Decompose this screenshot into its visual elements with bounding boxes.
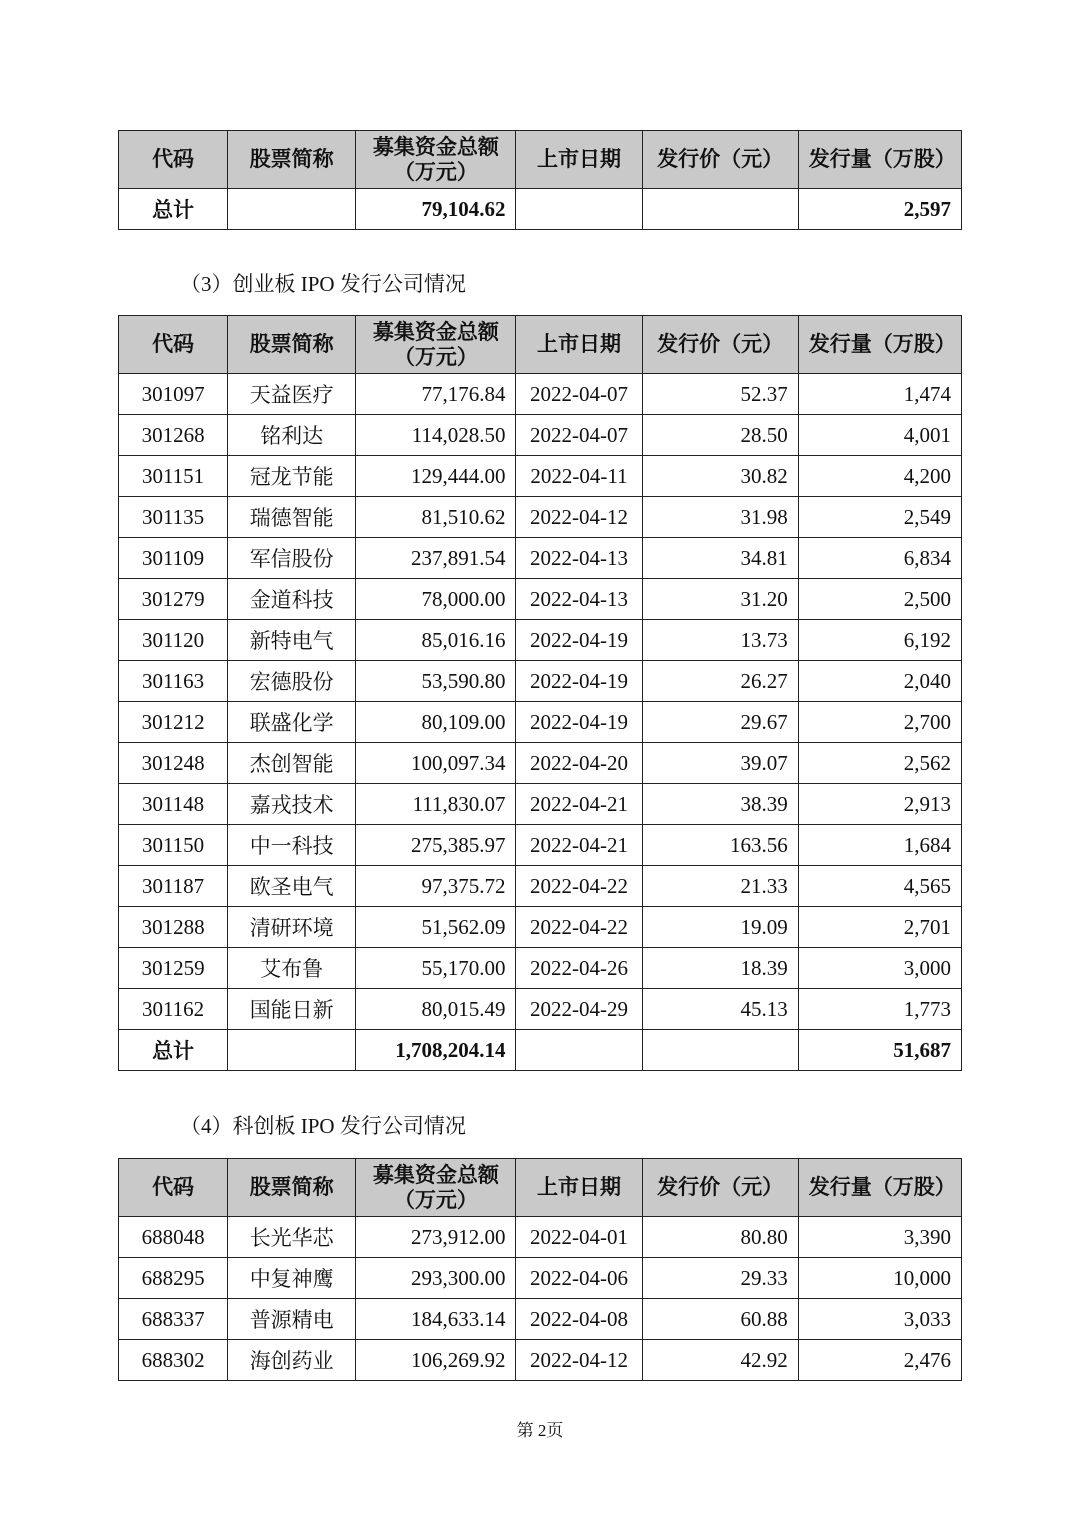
cell-name: 海创药业 xyxy=(228,1340,356,1381)
cell-code: 301279 xyxy=(119,579,228,620)
section-4-title: （4）科创板 IPO 发行公司情况 xyxy=(180,1114,466,1138)
total-label: 总计 xyxy=(119,1030,228,1071)
cell-price: 29.67 xyxy=(642,702,798,743)
cell-price: 18.39 xyxy=(642,948,798,989)
header-volume: 发行量（万股） xyxy=(798,1159,961,1217)
table-row xyxy=(119,620,962,661)
table-row xyxy=(119,415,962,456)
table-row xyxy=(119,374,962,415)
table-row xyxy=(119,989,962,1030)
cell-empty xyxy=(228,1030,356,1071)
cell-volume: 2,476 xyxy=(798,1340,961,1381)
table-row xyxy=(119,743,962,784)
cell-amount: 237,891.54 xyxy=(356,538,516,579)
cell-date: 2022-04-21 xyxy=(516,784,642,825)
header-row xyxy=(119,1159,962,1217)
cell-amount: 111,830.07 xyxy=(356,784,516,825)
table-row xyxy=(119,661,962,702)
table-row xyxy=(119,1340,962,1381)
cell-volume: 10,000 xyxy=(798,1258,961,1299)
cell-date: 2022-04-26 xyxy=(516,948,642,989)
cell-name: 杰创智能 xyxy=(228,743,356,784)
cell-amount: 106,269.92 xyxy=(356,1340,516,1381)
header-date: 上市日期 xyxy=(516,1159,642,1217)
cell-amount: 51,562.09 xyxy=(356,907,516,948)
cell-volume: 4,001 xyxy=(798,415,961,456)
cell-volume: 1,773 xyxy=(798,989,961,1030)
cell-amount: 77,176.84 xyxy=(356,374,516,415)
cell-price: 42.92 xyxy=(642,1340,798,1381)
cell-price: 13.73 xyxy=(642,620,798,661)
cell-price: 26.27 xyxy=(642,661,798,702)
cell-amount: 273,912.00 xyxy=(356,1217,516,1258)
table-summary-top xyxy=(118,130,962,230)
cell-volume: 4,200 xyxy=(798,456,961,497)
header-row xyxy=(119,131,962,189)
cell-empty xyxy=(516,189,642,230)
cell-code: 301150 xyxy=(119,825,228,866)
cell-name: 军信股份 xyxy=(228,538,356,579)
table-row xyxy=(119,948,962,989)
cell-price: 38.39 xyxy=(642,784,798,825)
cell-date: 2022-04-06 xyxy=(516,1258,642,1299)
cell-volume: 2,549 xyxy=(798,497,961,538)
table-row xyxy=(119,579,962,620)
cell-amount: 97,375.72 xyxy=(356,866,516,907)
cell-code: 301120 xyxy=(119,620,228,661)
cell-date: 2022-04-19 xyxy=(516,620,642,661)
cell-name: 嘉戎技术 xyxy=(228,784,356,825)
cell-code: 688048 xyxy=(119,1217,228,1258)
cell-empty xyxy=(516,1030,642,1071)
cell-volume: 6,834 xyxy=(798,538,961,579)
cell-price: 39.07 xyxy=(642,743,798,784)
cell-date: 2022-04-11 xyxy=(516,456,642,497)
total-amount: 79,104.62 xyxy=(356,189,516,230)
cell-date: 2022-04-07 xyxy=(516,374,642,415)
table-star-market-ipo xyxy=(118,1158,962,1381)
total-row xyxy=(119,189,962,230)
cell-price: 34.81 xyxy=(642,538,798,579)
total-volume: 2,597 xyxy=(798,189,961,230)
header-amount: 募集资金总额 （万元） xyxy=(356,131,516,189)
cell-name: 艾布鲁 xyxy=(228,948,356,989)
cell-date: 2022-04-07 xyxy=(516,415,642,456)
cell-code: 301268 xyxy=(119,415,228,456)
cell-name: 新特电气 xyxy=(228,620,356,661)
table-row xyxy=(119,1217,962,1258)
cell-name: 天益医疗 xyxy=(228,374,356,415)
cell-amount: 55,170.00 xyxy=(356,948,516,989)
header-code: 代码 xyxy=(119,1159,228,1217)
total-label: 总计 xyxy=(119,189,228,230)
cell-amount: 80,109.00 xyxy=(356,702,516,743)
cell-amount: 114,028.50 xyxy=(356,415,516,456)
cell-date: 2022-04-13 xyxy=(516,538,642,579)
total-row xyxy=(119,1030,962,1071)
cell-volume: 2,701 xyxy=(798,907,961,948)
table-row xyxy=(119,497,962,538)
table-chinext-ipo xyxy=(118,315,962,1071)
cell-date: 2022-04-12 xyxy=(516,497,642,538)
cell-date: 2022-04-20 xyxy=(516,743,642,784)
cell-code: 688337 xyxy=(119,1299,228,1340)
table-row xyxy=(119,907,962,948)
cell-name: 国能日新 xyxy=(228,989,356,1030)
section-3-title: （3）创业板 IPO 发行公司情况 xyxy=(180,272,466,296)
cell-price: 80.80 xyxy=(642,1217,798,1258)
cell-date: 2022-04-01 xyxy=(516,1217,642,1258)
header-amount: 募集资金总额 （万元） xyxy=(356,316,516,374)
header-price: 发行价（元） xyxy=(642,131,798,189)
cell-price: 60.88 xyxy=(642,1299,798,1340)
cell-name: 长光华芯 xyxy=(228,1217,356,1258)
header-date: 上市日期 xyxy=(516,316,642,374)
cell-volume: 3,000 xyxy=(798,948,961,989)
cell-amount: 275,385.97 xyxy=(356,825,516,866)
cell-volume: 1,684 xyxy=(798,825,961,866)
cell-price: 163.56 xyxy=(642,825,798,866)
cell-code: 301187 xyxy=(119,866,228,907)
table-row xyxy=(119,1258,962,1299)
header-price: 发行价（元） xyxy=(642,1159,798,1217)
cell-name: 宏德股份 xyxy=(228,661,356,702)
cell-date: 2022-04-22 xyxy=(516,866,642,907)
cell-code: 301109 xyxy=(119,538,228,579)
header-row xyxy=(119,316,962,374)
cell-date: 2022-04-22 xyxy=(516,907,642,948)
cell-name: 金道科技 xyxy=(228,579,356,620)
table-row xyxy=(119,1299,962,1340)
cell-amount: 293,300.00 xyxy=(356,1258,516,1299)
cell-empty xyxy=(642,189,798,230)
cell-amount: 129,444.00 xyxy=(356,456,516,497)
cell-amount: 184,633.14 xyxy=(356,1299,516,1340)
cell-volume: 2,913 xyxy=(798,784,961,825)
cell-empty xyxy=(228,189,356,230)
cell-code: 301288 xyxy=(119,907,228,948)
cell-name: 清研环境 xyxy=(228,907,356,948)
cell-code: 301163 xyxy=(119,661,228,702)
cell-volume: 3,033 xyxy=(798,1299,961,1340)
header-date: 上市日期 xyxy=(516,131,642,189)
cell-volume: 4,565 xyxy=(798,866,961,907)
table-row xyxy=(119,784,962,825)
cell-empty xyxy=(642,1030,798,1071)
cell-code: 301097 xyxy=(119,374,228,415)
cell-price: 19.09 xyxy=(642,907,798,948)
header-code: 代码 xyxy=(119,316,228,374)
cell-volume: 2,040 xyxy=(798,661,961,702)
cell-price: 52.37 xyxy=(642,374,798,415)
cell-name: 联盛化学 xyxy=(228,702,356,743)
cell-amount: 85,016.16 xyxy=(356,620,516,661)
cell-date: 2022-04-21 xyxy=(516,825,642,866)
cell-date: 2022-04-08 xyxy=(516,1299,642,1340)
cell-price: 30.82 xyxy=(642,456,798,497)
cell-volume: 2,562 xyxy=(798,743,961,784)
cell-price: 28.50 xyxy=(642,415,798,456)
cell-volume: 3,390 xyxy=(798,1217,961,1258)
cell-date: 2022-04-19 xyxy=(516,702,642,743)
cell-volume: 6,192 xyxy=(798,620,961,661)
header-volume: 发行量（万股） xyxy=(798,316,961,374)
header-name: 股票简称 xyxy=(228,1159,356,1217)
cell-name: 普源精电 xyxy=(228,1299,356,1340)
header-code: 代码 xyxy=(119,131,228,189)
cell-name: 铭利达 xyxy=(228,415,356,456)
table-row xyxy=(119,866,962,907)
table-row xyxy=(119,456,962,497)
cell-volume: 1,474 xyxy=(798,374,961,415)
cell-code: 301151 xyxy=(119,456,228,497)
table-row xyxy=(119,538,962,579)
cell-code: 301162 xyxy=(119,989,228,1030)
cell-price: 45.13 xyxy=(642,989,798,1030)
cell-code: 301135 xyxy=(119,497,228,538)
cell-volume: 2,700 xyxy=(798,702,961,743)
header-name: 股票简称 xyxy=(228,131,356,189)
cell-price: 29.33 xyxy=(642,1258,798,1299)
cell-amount: 80,015.49 xyxy=(356,989,516,1030)
cell-amount: 78,000.00 xyxy=(356,579,516,620)
header-amount: 募集资金总额 （万元） xyxy=(356,1159,516,1217)
table-row xyxy=(119,702,962,743)
header-price: 发行价（元） xyxy=(642,316,798,374)
cell-price: 31.98 xyxy=(642,497,798,538)
cell-date: 2022-04-12 xyxy=(516,1340,642,1381)
cell-amount: 100,097.34 xyxy=(356,743,516,784)
cell-amount: 53,590.80 xyxy=(356,661,516,702)
header-volume: 发行量（万股） xyxy=(798,131,961,189)
cell-volume: 2,500 xyxy=(798,579,961,620)
cell-code: 301148 xyxy=(119,784,228,825)
cell-price: 21.33 xyxy=(642,866,798,907)
header-name: 股票简称 xyxy=(228,316,356,374)
cell-code: 301248 xyxy=(119,743,228,784)
cell-price: 31.20 xyxy=(642,579,798,620)
cell-name: 冠龙节能 xyxy=(228,456,356,497)
total-amount: 1,708,204.14 xyxy=(356,1030,516,1071)
page-number: 第 2页 xyxy=(516,1421,564,1440)
cell-name: 欧圣电气 xyxy=(228,866,356,907)
cell-date: 2022-04-13 xyxy=(516,579,642,620)
cell-amount: 81,510.62 xyxy=(356,497,516,538)
cell-name: 瑞德智能 xyxy=(228,497,356,538)
cell-code: 301212 xyxy=(119,702,228,743)
cell-date: 2022-04-29 xyxy=(516,989,642,1030)
cell-code: 688295 xyxy=(119,1258,228,1299)
cell-name: 中一科技 xyxy=(228,825,356,866)
cell-code: 688302 xyxy=(119,1340,228,1381)
cell-code: 301259 xyxy=(119,948,228,989)
table-row xyxy=(119,825,962,866)
cell-date: 2022-04-19 xyxy=(516,661,642,702)
cell-name: 中复神鹰 xyxy=(228,1258,356,1299)
total-volume: 51,687 xyxy=(798,1030,961,1071)
